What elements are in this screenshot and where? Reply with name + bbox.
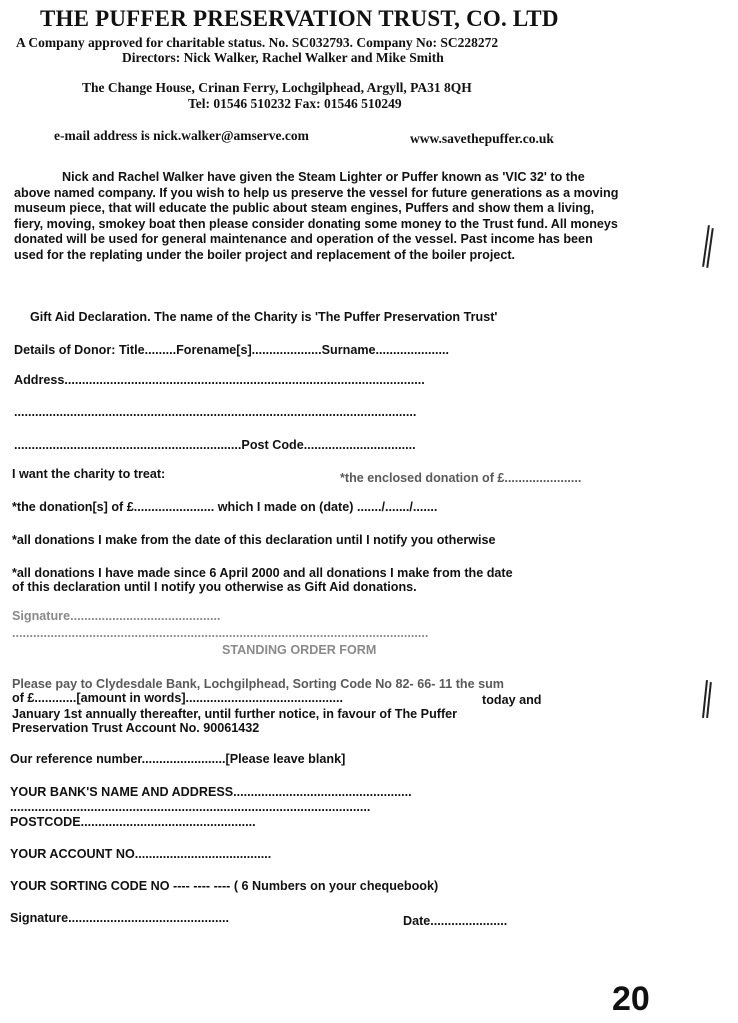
org-title: THE PUFFER PRESERVATION TRUST, CO. LTD (40, 6, 559, 31)
website: www.savethepuffer.co.uk (410, 131, 554, 146)
donor-address-field[interactable]: Address....................................................................................................... (14, 373, 425, 387)
treat-option-enclosed[interactable]: *the enclosed donation of £...................... (340, 471, 582, 485)
our-reference-field[interactable]: Our reference number........................[Please leave blank] (10, 752, 346, 766)
standing-order-line1: Please pay to Clydesdale Bank, Lochgilphead, Sorting Code No 82- 66- 11 the sum (12, 677, 504, 691)
postal-address: The Change House, Crinan Ferry, Lochgilphead, Argyll, PA31 8QH (82, 80, 472, 95)
account-number-field[interactable]: YOUR ACCOUNT NO....................................... (10, 847, 272, 861)
bank-name-address-field[interactable]: YOUR BANK'S NAME AND ADDRESS................................................... (10, 785, 412, 799)
standing-order-line3: January 1st annually thereafter, until further notice, in favour of The Puffer (12, 707, 458, 721)
treat-option-donations-date[interactable]: *the donation[s] of £....................... which I made on (date) ......./......./....... (12, 500, 438, 514)
intro-paragraph: Nick and Rachel Walker have given the Steam Lighter or Puffer known as 'VIC 32' to the above named company. If you wish to help us preserve the vessel for future generations as a moving museum piece, that will educate the public about steam engines, Puffers and show them a living, fiery, moving, smokey boat then please consider donating some money to the Trust fund. All moneys donated will be used for general maintenance and operation of the vessel. Past income has been used for the replating under the boiler project and replacement of the boiler project. (14, 170, 619, 262)
gift-aid-signature-line2: ....................................................................................................................... (12, 626, 429, 640)
gift-aid-signature-field[interactable]: Signature........................................... (12, 609, 221, 623)
standing-order-today: today and (482, 693, 542, 707)
sorting-code-field[interactable]: YOUR SORTING CODE NO ---- ---- ---- ( 6 Numbers on your chequebook) (10, 879, 439, 893)
donor-postcode-field[interactable]: .................................................................Post Code................................ (14, 438, 416, 452)
treat-option-future[interactable]: *all donations I make from the date of this declaration until I notify you otherwise (12, 533, 496, 547)
email-address: e-mail address is nick.walker@amserve.com (54, 128, 309, 143)
standing-order-line4: Preservation Trust Account No. 90061432 (12, 721, 260, 735)
handwritten-page-number: 20 (612, 980, 650, 1018)
phone-fax: Tel: 01546 510232 Fax: 01546 510249 (188, 96, 402, 111)
standing-order-date-field[interactable]: Date...................... (403, 914, 508, 928)
postcode-field[interactable]: POSTCODE.................................................. (10, 815, 256, 829)
standing-order-signature-field[interactable]: Signature.............................................. (10, 911, 230, 925)
donor-address-line2[interactable]: ................................................................................................................... (14, 405, 417, 419)
standing-order-heading: STANDING ORDER FORM (222, 643, 377, 657)
donor-details-field[interactable]: Details of Donor: Title.........Forename[s]....................Surname..................... (14, 343, 450, 357)
treat-option-all-line2: of this declaration until I notify you otherwise as Gift Aid donations. (12, 580, 417, 594)
gift-aid-heading: Gift Aid Declaration. The name of the Charity is 'The Puffer Preservation Trust' (30, 310, 498, 324)
charity-status-line: A Company approved for charitable status. No. SC032793. Company No: SC228272 (16, 35, 499, 50)
standing-order-amount-words[interactable]: of £............[amount in words]............................................. (12, 691, 343, 705)
treat-label: I want the charity to treat: (12, 467, 166, 481)
treat-option-all-line1[interactable]: *all donations I have made since 6 April 2000 and all donations I make from the date (12, 566, 513, 580)
directors-line: Directors: Nick Walker, Rachel Walker and Mike Smith (122, 50, 444, 65)
bank-address-dots[interactable]: ....................................................................................................... (10, 800, 371, 814)
